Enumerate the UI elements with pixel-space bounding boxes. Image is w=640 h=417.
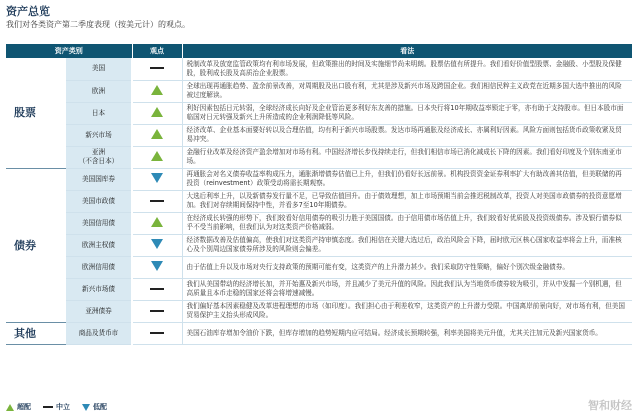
view-cell — [132, 212, 182, 234]
note-cell: 我们偏好基本因素稳健及改革进程理想的市场（如印度）。我们担心由于利差收窄，这类资产的上升潜力受限。中国离岸前景向好，对市场有利，但美国贸易保护主义抬头形成风险。 — [182, 300, 632, 322]
view-cell — [132, 256, 182, 278]
subcategory-cell: 亚洲 （不含日本） — [66, 146, 132, 168]
table-row — [6, 322, 632, 344]
note-cell: 利好因素包括日元转弱，全球经济成长向好及企业管治更多利好东友善的措施。日本央行将10年期收益率锁定于零，亦有助于支持股市。但日本股市面临国对日元转强及新兴上升所造成的企业利润降低等风险。 — [182, 102, 632, 124]
view-cell — [132, 190, 182, 212]
note-cell: 金融行业改革及经济资产盈余增加对市场有利。中国经济增长步伐持续走行，但我们相信市场已消化减成长下降的因素。我们看好印度及个别东南亚市场。 — [182, 146, 632, 168]
down-triangle-icon — [151, 239, 163, 249]
up-triangle-icon — [151, 85, 163, 95]
legend-neutral — [43, 402, 70, 412]
subcategory-cell: 新兴市场债 — [66, 278, 132, 300]
legend-neutral-label: 中立 — [56, 403, 70, 411]
subcategory-cell: 美国国库券 — [66, 168, 132, 190]
up-triangle-icon — [151, 217, 163, 227]
view-cell — [132, 80, 182, 102]
table-row — [6, 146, 632, 168]
dash-icon — [150, 310, 164, 312]
table-row — [6, 102, 632, 124]
note-cell: 大选后利率上升，以及新债券发行量不足，已导致估值回升。由于债效理想，加上市场预期当前会推迟税制改革，投资人对美国市政债券的投资意愿增加。我们对存续期间保持中性，并看多7至10年期债券。 — [182, 190, 632, 212]
table-row — [6, 124, 632, 146]
asset-table — [6, 44, 632, 345]
page-title: 资产总览 — [6, 5, 50, 18]
subcategory-cell: 欧洲信用债 — [66, 256, 132, 278]
subcategory-cell: 亚洲债券 — [66, 300, 132, 322]
note-cell: 税制改革及放宽监管政策均有利市场发展，但政策推出的时间及实施细节尚未明朗。股票估值有所提升。我们看好价值型股票、金融股、小型股及保健股，股利成长股及高质治企业股票。 — [182, 58, 632, 80]
subcategory-cell: 美国市政债 — [66, 190, 132, 212]
table-row — [6, 168, 632, 190]
subcategory-cell: 欧洲主权债 — [66, 234, 132, 256]
legend-up-label: 超配 — [17, 403, 31, 411]
table-body — [6, 58, 632, 344]
up-triangle-icon — [151, 129, 163, 139]
note-cell: 美国石油库存增加令油价下跌，但库存增加的趋势短期内应可结局。经济成长预期转强，利率美国将美元升值，尤其关注加元及新兴国家货币。 — [182, 322, 632, 344]
header-category: 资产类别 — [6, 44, 132, 58]
legend — [6, 402, 107, 412]
down-triangle-icon — [151, 261, 163, 271]
note-cell: 我们从美国带动的经济增长加，并开始惠及新兴市场，并且减少了美元升值的风险。因此我们认为当地货币债券较为吸引，并从中发掘一个别机遇，但高质量且本币走稳的国家还将会将增速减慢。 — [182, 278, 632, 300]
legend-down-label: 低配 — [93, 403, 107, 411]
up-triangle-icon — [151, 151, 163, 161]
view-cell — [132, 146, 182, 168]
table-row — [6, 278, 632, 300]
dash-icon — [150, 67, 164, 69]
subcategory-cell: 美国信用债 — [66, 212, 132, 234]
dash-icon — [150, 200, 164, 202]
up-triangle-icon — [151, 107, 163, 117]
note-cell: 经济数据改善及估值偏高，使我们对这类资产持审慎态度。我们相信在关键大选过后，政治风险会下降，届时欧元区核心国家收益率将会上升，而准核心及个别周边国家债券所涉及的风险则会偏差。 — [182, 234, 632, 256]
view-cell — [132, 322, 182, 344]
dash-icon — [150, 288, 164, 290]
view-cell — [132, 58, 182, 80]
table-row — [6, 234, 632, 256]
view-cell — [132, 102, 182, 124]
subcategory-cell: 日本 — [66, 102, 132, 124]
dash-icon — [150, 332, 164, 334]
note-cell: 再通胀会对名义债券收益率构成压力，通胀渐增债券估值已上升，但我们仍看好长远前景。机构投资资金证券利率扩大有助改善其估值，但美联储的再投资（reinvestment）政策受动将需长期观察。 — [182, 168, 632, 190]
legend-up — [6, 402, 31, 412]
table-row — [6, 80, 632, 102]
legend-down — [82, 402, 107, 412]
category-cell: 债券 — [6, 168, 66, 322]
down-triangle-icon — [82, 404, 90, 411]
down-triangle-icon — [151, 173, 163, 183]
note-cell: 全球出现再通胀趋势、盈余前景改善，对周期股及出口股有利，尤其是涉及新兴市场及跨国企业。我们相信民粹主义政党在近期多国大选中推出的风险被过度解读。 — [182, 80, 632, 102]
subcategory-cell: 商品及货币市 — [66, 322, 132, 344]
category-cell: 其他 — [6, 322, 66, 344]
table-row — [6, 256, 632, 278]
view-cell — [132, 168, 182, 190]
view-cell — [132, 300, 182, 322]
view-cell — [132, 278, 182, 300]
table-row — [6, 212, 632, 234]
subcategory-cell: 美国 — [66, 58, 132, 80]
subcategory-cell: 欧洲 — [66, 80, 132, 102]
view-cell — [132, 234, 182, 256]
category-cell: 股票 — [6, 58, 66, 168]
dash-icon — [43, 406, 53, 408]
note-cell: 由于估值上升以及市场对央行支持政策的预期可能有变，这类资产的上升潜力甚少。我们采取防守性策略，偏好个别次级金融债券。 — [182, 256, 632, 278]
header-view: 观点 — [132, 44, 182, 58]
watermark: 智和财经 — [588, 399, 632, 412]
view-cell — [132, 124, 182, 146]
note-cell: 经济改革、企业基本面要好转以及合理估值，均有利于新兴市场股票。发达市场再通胀及经济成长、亦属利好因素。风险方面则包括货币政策收紧及贸易冲突。 — [182, 124, 632, 146]
subcategory-cell: 新兴市场 — [66, 124, 132, 146]
note-cell: 在经济成长转强的形势下，我们较看好信用债券的吸引力胜于美国国债。由于信用债市场估值上升，我们较看好优质股及投资级债券。涉及银行债券似乎不受当前影响，但我们认为对这类资产价格减弱。 — [182, 212, 632, 234]
table-header-row — [6, 44, 632, 58]
up-triangle-icon — [6, 404, 14, 411]
table-row — [6, 190, 632, 212]
table-row — [6, 58, 632, 80]
table-row — [6, 300, 632, 322]
page-subtitle: 我们对各类资产第二季度表现（按美元计）的观点。 — [6, 20, 190, 29]
header-note: 看法 — [182, 44, 632, 58]
